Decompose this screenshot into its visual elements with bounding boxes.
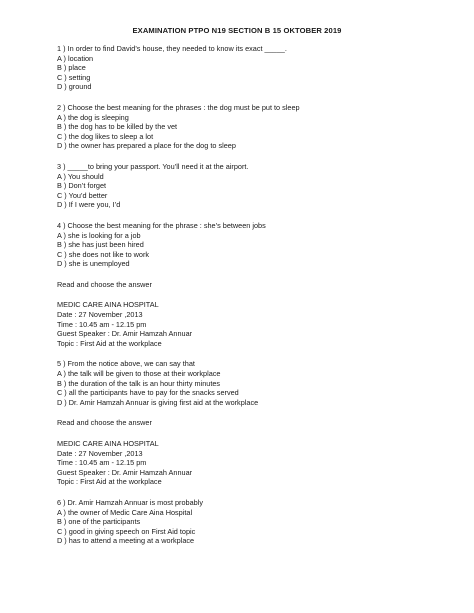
notice-block bbox=[57, 300, 457, 348]
option-d: D ) the owner has prepared a place for the dog to sleep bbox=[57, 141, 236, 151]
option-a: A ) the talk will be given to those at their workplace bbox=[57, 369, 221, 379]
option-d: D ) she is unemployed bbox=[57, 259, 130, 269]
option-b: B ) one of the participants bbox=[57, 517, 141, 527]
question-1 bbox=[57, 44, 457, 92]
option-c: C ) setting bbox=[57, 72, 91, 82]
option-b: B ) the duration of the talk is an hour thirty minutes bbox=[57, 378, 221, 388]
notice-speaker: Guest Speaker : Dr. Amir Hamzah Annuar bbox=[57, 329, 193, 339]
question-5 bbox=[57, 359, 457, 407]
option-c: C ) she does not like to work bbox=[57, 249, 150, 259]
notice-topic: Topic : First Aid at the workplace bbox=[57, 477, 162, 487]
option-d: D ) ground bbox=[57, 82, 92, 92]
question-4 bbox=[57, 221, 457, 269]
option-c: C ) the dog likes to sleep a lot bbox=[57, 131, 154, 141]
option-a: A ) the owner of Medic Care Aina Hospital bbox=[57, 507, 193, 517]
question-2 bbox=[57, 103, 457, 151]
notice-time: Time : 10.45 am - 12.15 pm bbox=[57, 319, 147, 329]
question-text: 6 ) Dr. Amir Hamzah Annuar is most probably bbox=[57, 497, 203, 507]
option-c: C ) You’d better bbox=[57, 190, 108, 200]
option-d: D ) If I were you, I’d bbox=[57, 200, 121, 210]
option-a: A ) the dog is sleeping bbox=[57, 112, 129, 122]
option-a: A ) location bbox=[57, 53, 94, 63]
option-a: A ) You should bbox=[57, 171, 104, 181]
notice-block bbox=[57, 439, 457, 487]
question-text: 3 ) _____to bring your passport. You’ll need it at the airport. bbox=[57, 161, 249, 171]
notice-date: Date : 27 November ,2013 bbox=[57, 448, 143, 458]
option-c: C ) all the participants have to pay for the snacks served bbox=[57, 388, 239, 398]
option-b: B ) she has just been hired bbox=[57, 240, 144, 250]
question-3 bbox=[57, 162, 457, 210]
document-body bbox=[57, 44, 457, 546]
notice-speaker: Guest Speaker : Dr. Amir Hamzah Annuar bbox=[57, 467, 193, 477]
notice-time: Time : 10.45 am - 12.15 pm bbox=[57, 458, 147, 468]
option-a: A ) she is looking for a job bbox=[57, 230, 141, 240]
option-d: D ) Dr. Amir Hamzah Annuar is giving first aid at the workplace bbox=[57, 397, 259, 407]
option-c: C ) good in giving speech on First Aid topic bbox=[57, 526, 196, 536]
notice-heading: MEDIC CARE AINA HOSPITAL bbox=[57, 300, 159, 310]
option-b: B ) the dog has to be killed by the vet bbox=[57, 122, 178, 132]
option-d: D ) has to attend a meeting at a workplace bbox=[57, 536, 195, 546]
instruction-text: Read and choose the answer bbox=[57, 418, 152, 428]
page-title: EXAMINATION PTPO N19 SECTION B 15 OKTOBER 2019 bbox=[132, 26, 342, 35]
question-text: 1 ) In order to find David’s house, they needed to know its exact _____. bbox=[57, 44, 287, 53]
instruction-text: Read and choose the answer bbox=[57, 279, 152, 289]
option-b: B ) place bbox=[57, 63, 86, 73]
notice-topic: Topic : First Aid at the workplace bbox=[57, 338, 162, 348]
notice-date: Date : 27 November ,2013 bbox=[57, 310, 143, 320]
notice-heading: MEDIC CARE AINA HOSPITAL bbox=[57, 439, 159, 448]
question-text: 4 ) Choose the best meaning for the phrase : she’s between jobs bbox=[57, 220, 266, 230]
question-text: 5 ) From the notice above, we can say that bbox=[57, 359, 195, 369]
question-6 bbox=[57, 498, 457, 546]
question-text: 2 ) Choose the best meaning for the phrases : the dog must be put to sleep bbox=[57, 102, 300, 112]
option-b: B ) Don’t forget bbox=[57, 181, 107, 191]
